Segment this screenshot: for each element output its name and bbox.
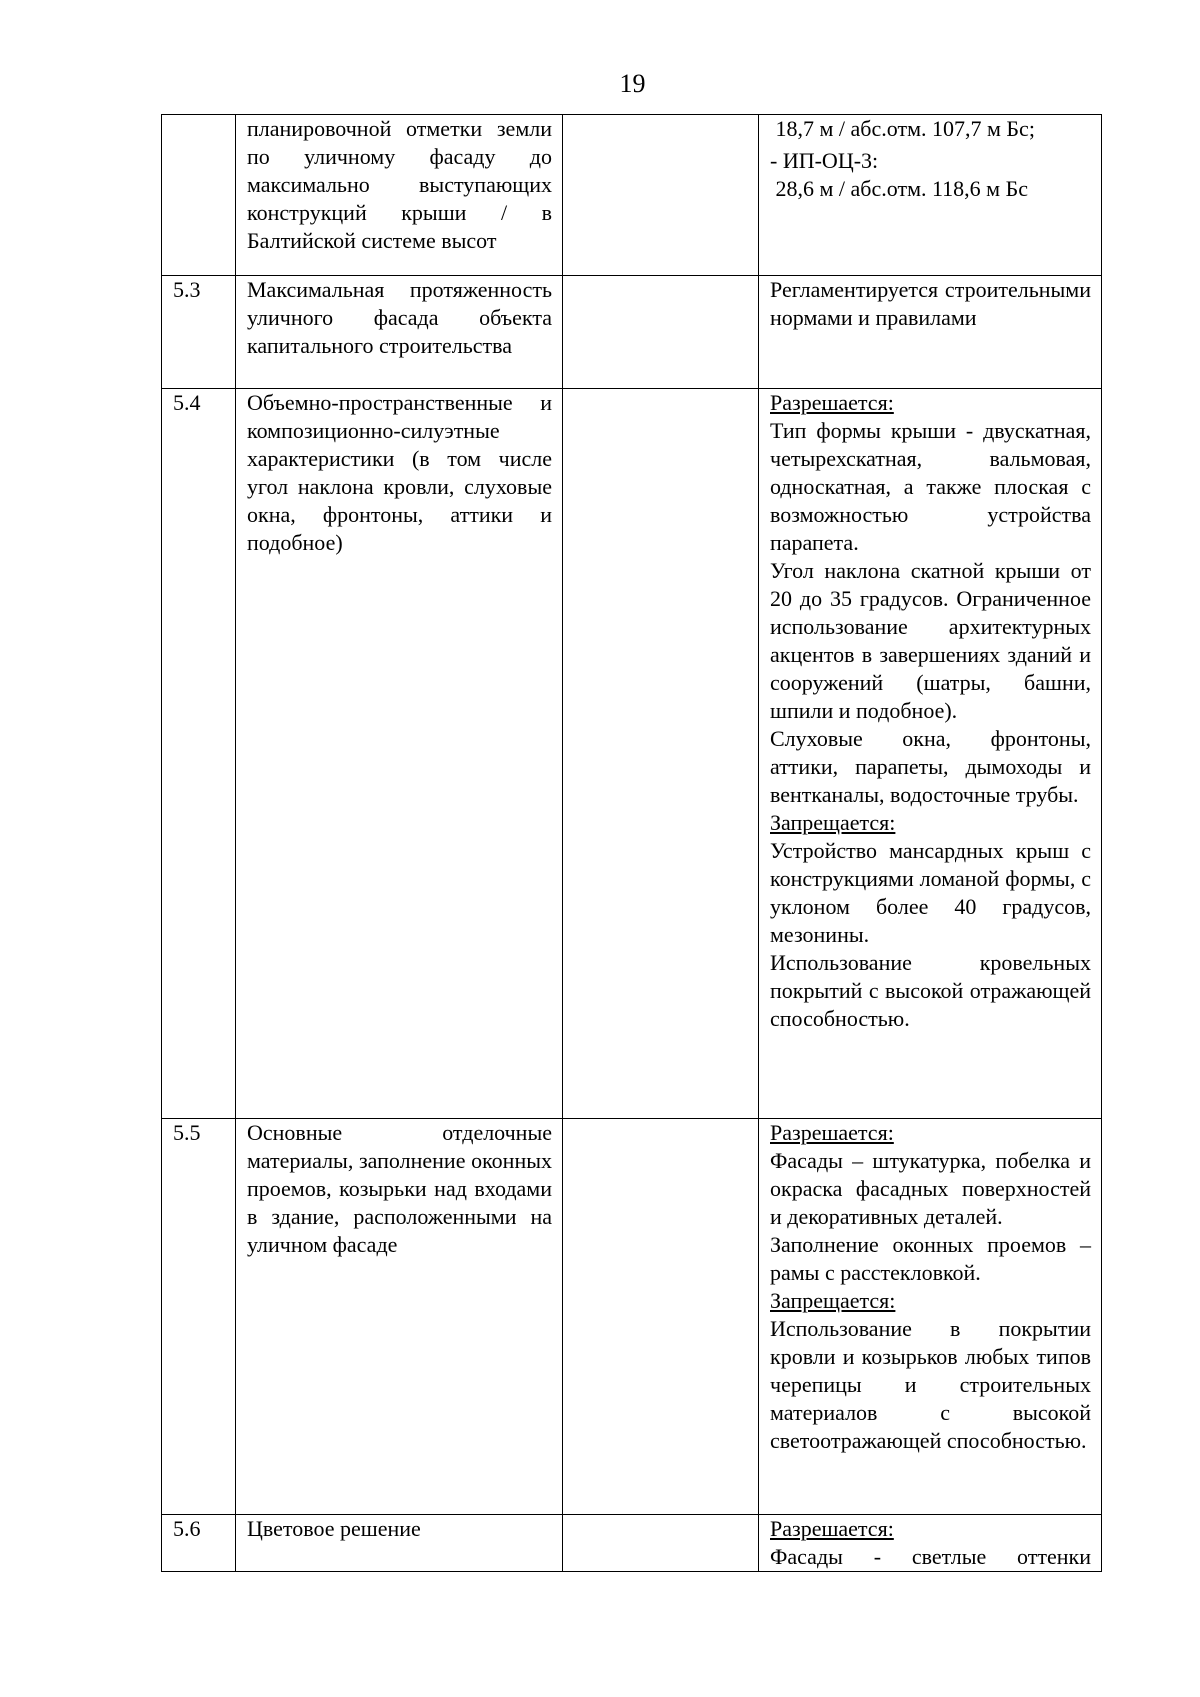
allowed-paragraph: Фасады - светлые оттенки [770,1544,1091,1569]
allowed-heading: Разрешается: [770,1516,894,1541]
value-line: - ИП-ОЦ-3: [770,148,879,173]
parameter-value [759,389,1102,1119]
forbidden-paragraph: Использование кровельных покрытий с высокой отражающей способностью. [770,950,1091,1031]
allowed-heading: Разрешается: [770,390,894,415]
parameter-name: планировочной отметки земли по уличному фасаду до максимально выступающих конструкций крыши / в Балтийской системе высот [236,115,563,276]
forbidden-heading: Запрещается: [770,1288,896,1313]
allowed-paragraph: Фасады – штукатурка, побелка и окраска фасадных поверхностей и декоративных деталей. [770,1148,1091,1229]
allowed-paragraph: Заполнение оконных проемов – рамы с расстекловкой. [770,1232,1091,1285]
row-number: 5.6 [162,1515,236,1572]
parameter-name: Объемно-пространственные и композиционно-силуэтные характеристики (в том числе угол наклона кровли, слуховые окна, фронтоны, аттики и подобное) [236,389,563,1119]
allowed-paragraph: Слуховые окна, фронтоны, аттики, парапеты, дымоходы и вентканалы, водосточные трубы. [770,726,1091,807]
table-row [162,276,1102,389]
middle-cell [563,1119,759,1515]
row-number: 5.5 [162,1119,236,1515]
table-row [162,1515,1102,1572]
forbidden-heading: Запрещается: [770,810,896,835]
row-number [162,115,236,276]
allowed-heading: Разрешается: [770,1120,894,1145]
parameter-value [759,115,1102,276]
value-line: 28,6 м / абс.отм. 118,6 м Бс [770,176,1029,201]
allowed-paragraph: Угол наклона скатной крыши от 20 до 35 градусов. Ограниченное использование архитектурных акцентов в завершениях зданий и сооружений (шатры, башни, шпили и подобное). [770,558,1091,723]
parameter-name: Максимальная протяженность уличного фасада объекта капитального строительства [236,276,563,389]
page-number: 19 [619,69,646,98]
allowed-paragraph: Тип формы крыши - двускатная, четырехскатная, вальмовая, односкатная, а также плоская с возможностью устройства парапета. [770,418,1091,555]
middle-cell [563,389,759,1119]
table-row [162,115,1102,276]
parameter-name: Цветовое решение [236,1515,563,1572]
regulations-table [161,114,1102,1572]
parameter-name: Основные отделочные материалы, заполнение оконных проемов, козырьки над входами в здание, расположенными на уличном фасаде [236,1119,563,1515]
forbidden-paragraph: Использование в покрытии кровли и козырьков любых типов черепицы и строительных материалов с высокой светоотражающей способностью. [770,1316,1091,1453]
parameter-value: Регламентируется строительными нормами и правилами [759,276,1102,389]
row-number: 5.4 [162,389,236,1119]
table-row [162,1119,1102,1515]
parameter-value [759,1515,1102,1572]
middle-cell [563,276,759,389]
row-number: 5.3 [162,276,236,389]
parameter-value [759,1119,1102,1515]
middle-cell [563,115,759,276]
table-row [162,389,1102,1119]
value-line: 18,7 м / абс.отм. 107,7 м Бс; [770,116,1035,141]
middle-cell [563,1515,759,1572]
forbidden-paragraph: Устройство мансардных крыш с конструкциями ломаной формы, с уклоном более 40 градусов, мезонины. [770,838,1091,947]
